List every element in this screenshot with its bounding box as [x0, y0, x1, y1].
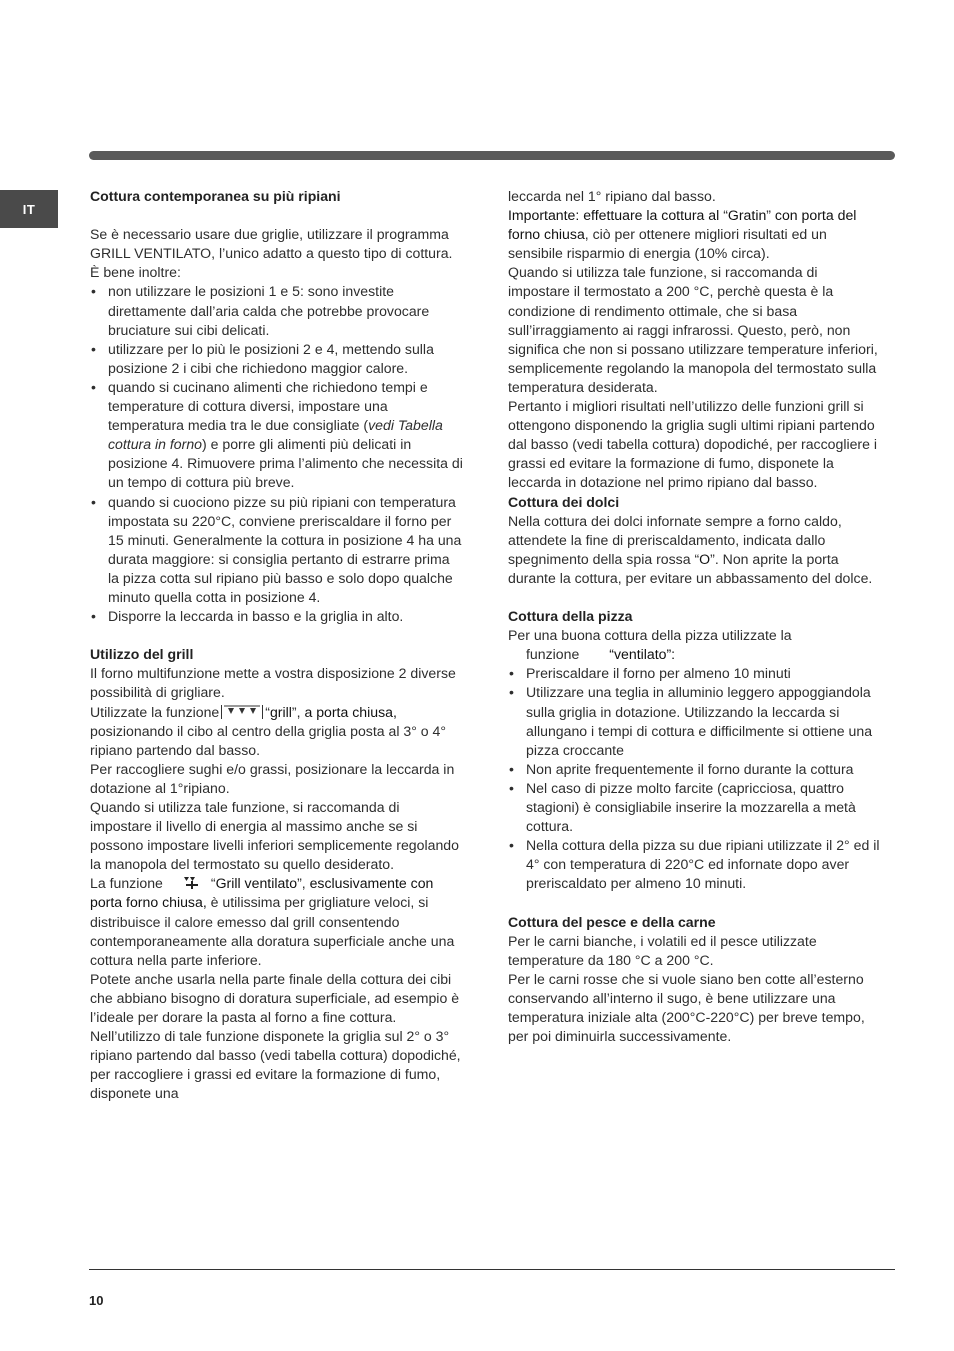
- paragraph: Per una buona cottura della pizza utilizzate la: [508, 627, 792, 644]
- fan-grill-icon: [181, 876, 203, 890]
- paragraph: Per raccogliere sughi e/o grassi, posizionare la leccarda in dotazione al 1°ripiano.: [90, 760, 455, 796]
- footer-rule: [89, 1269, 895, 1270]
- paragraph: Nell’utilizzo di tale funzione disponete la griglia sul 2° o 3° ripiano partendo dal basso (vedi tabella cottura) dopodiché, per raccogliere i grassi ed evitare la formazione di fumo, disponete una: [90, 1028, 461, 1102]
- paragraph: Per le carni rosse che si vuole siano ben cotte all’esterno conservando all’interno il sugo, è bene utilizzare una temperatura iniziale alta (200°C-220°C) per breve tempo, per poi diminuirla successivamente.: [508, 970, 865, 1045]
- list-item: • quando si cucinano alimenti che richiedono tempi e temperature di cottura diversi, impostare una temperatura media tra le due consigliate (vedi Tabella cottura in forno) e porre gli alimenti più delicati in posizione 4. Rimuovere prima l’alimento che necessita di un tempo di cottura più breve.: [90, 378, 464, 493]
- heading-fish-meat: Cottura del pesce e della carne: [508, 913, 716, 930]
- left-column: [90, 187, 464, 1104]
- right-column: [508, 187, 883, 1046]
- heading-grill: Utilizzo del grill: [90, 646, 194, 663]
- paragraph: Per le carni bianche, i volatili ed il pesce utilizzate temperature da 180 °C a 200 °C.: [508, 932, 817, 968]
- list-item: • Utilizzare una teglia in alluminio leggero appoggiandola sulla griglia in dotazione. Utilizzando la leccarda si allungano i tempi di cottura e difficilmente si ottiene una pizza croccante: [508, 683, 883, 759]
- paragraph: Potete anche usarla nella parte finale della cottura dei cibi che abbiano bisogno di doratura superficiale, ad esempio è l’ideale per dorare la pasta al forno a fine cottura.: [90, 970, 460, 1026]
- language-tab: [0, 190, 58, 228]
- list-item: • utilizzare per lo più le posizioni 2 e 4, mettendo sulla posizione 2 i cibi che richiedono maggior calore.: [90, 340, 464, 378]
- paragraph: Nella cottura dei dolci infornate sempre a forno caldo, attendete la fine di preriscaldamento, indicata dallo spegnimento della spia rossa “O”. Non aprite la porta durante la cottura, per evitare un abbassamento del dolce.: [508, 512, 873, 586]
- heading-multi-shelf: Cottura contemporanea su più ripiani: [90, 188, 341, 204]
- paragraph: Quando si utilizza tale funzione, si raccomanda di impostare il livello di energia al massimo anche se si possono impostare livelli inferiori semplicemente regolando la manopola del termostato su quello desiderato.: [90, 799, 459, 873]
- paragraph: Pertanto i migliori risultati nell’utilizzo delle funzioni grill si ottengono disponendo la griglia sugli ultimi ripiani partendo dal basso (vedi tabella cottura) dopodiché, per raccogliere i grassi ed evitare la formazione di fumo, disponete la leccarda in dotazione nel primo ripiano dal basso.: [508, 398, 877, 491]
- paragraph: leccarda nel 1° ripiano dal basso.: [508, 188, 716, 204]
- paragraph: Quando si utilizza tale funzione, si raccomanda di impostare il termostato a 200 °C, perchè questa è la condizione di rendimento ottimale, che si basa sull’irraggiamento ai raggi infrarossi. Questo, però, non significa che non si possano utilizzare temperature inferiori, semplicemente regolando la manopola del termostato sulla temperatura desiderata.: [508, 264, 878, 395]
- list-item: • non utilizzare le posizioni 1 e 5: sono investite direttamente dall’aria calda che potrebbe provocare bruciature sui cibi delicati.: [90, 282, 464, 339]
- heading-cakes: Cottura dei dolci: [508, 493, 620, 510]
- paragraph: Se è necessario usare due griglie, utilizzare il programma GRILL VENTILATO, l’unico adatto a questo tipo di cottura. È bene inoltre:: [90, 226, 453, 281]
- paragraph: La funzione “Grill ventilato”, esclusivamente con porta forno chiusa, è utilissima per grigliature veloci, si distribuisce il calore emesso dal grill consentendo contemporaneamente alla doratura superficiale anche una cottura nella parte inferiore.: [90, 875, 455, 968]
- paragraph: Utilizzate la funzione “grill”, a porta chiusa, posizionando il cibo al centro della griglia posta al 3° o 4° ripiano partendo dal basso.: [90, 703, 447, 758]
- list-item: • Nel caso di pizze molto farcite (capricciosa, quattro stagioni) è consigliabile inserire la mozzarella a metà cottura.: [508, 779, 883, 836]
- list-item: • Non aprite frequentemente il forno durante la cottura: [508, 760, 883, 779]
- language-label: IT: [22, 201, 36, 217]
- bullet-list: [508, 664, 883, 893]
- paragraph: Importante: effettuare la cottura al “Gratin” con porta del forno chiusa, ciò per ottenere migliori risultati ed un sensibile risparmio di energia (10% circa).: [508, 207, 857, 262]
- bullet-list: [90, 282, 464, 626]
- page-number: 10: [89, 1293, 104, 1308]
- heading-pizza: Cottura della pizza: [508, 608, 633, 625]
- list-item: • Disporre la leccarda in basso e la griglia in alto.: [90, 607, 464, 626]
- list-item: • Preriscaldare il forno per almeno 10 minuti: [508, 664, 883, 683]
- grill-symbol-icon: [221, 705, 263, 719]
- paragraph: funzione “ventilato”:: [526, 646, 676, 663]
- list-item: • Nella cottura della pizza su due ripiani utilizzate il 2° ed il 4° con temperatura di 220°C ed infornate dopo aver preriscaldato per almeno 10 minuti.: [508, 836, 883, 893]
- header-rule: [89, 151, 895, 160]
- list-item: • quando si cuociono pizze su più ripiani con temperatura impostata su 220°C, conviene preriscaldare il forno per 15 minuti. Generalmente la cottura in posizione 4 ha una durata maggiore: si consiglia pertanto di estrarre prima la pizza cotta sul ripiano più basso e solo dopo qualche minuto quella cotta in posizione 4.: [90, 493, 464, 608]
- paragraph: Il forno multifunzione mette a vostra disposizione 2 diverse possibilità di grigliare.: [90, 665, 456, 701]
